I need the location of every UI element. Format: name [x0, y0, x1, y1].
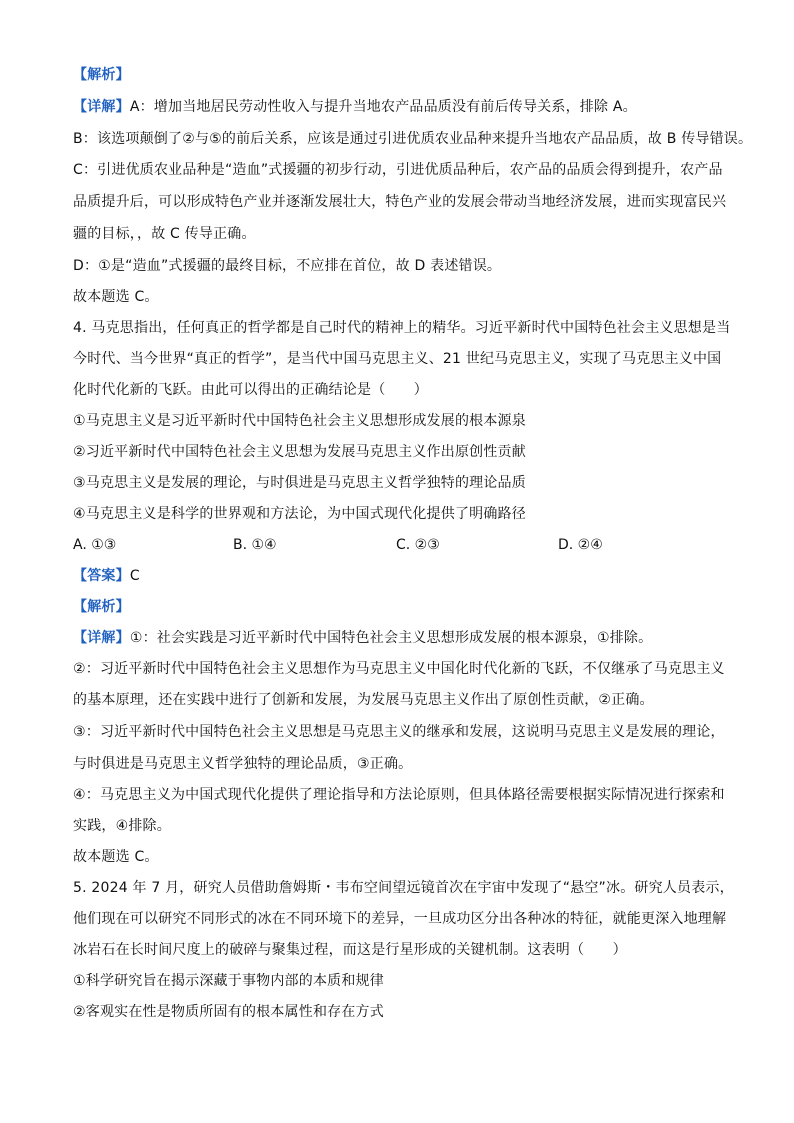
detail-tag: 【详解】	[73, 630, 130, 646]
q4-detail-1: 【详解】①：社会实践是习近平新时代中国特色社会主义思想形成发展的根本源泉，①排除。	[73, 630, 653, 646]
q4-item-1: ①马克思主义是习近平新时代中国特色社会主义思想形成发展的根本源泉	[73, 413, 526, 429]
q5-stem-1: 5. 2024 年 7 月，研究人员借助詹姆斯・韦布空间望远镜首次在宇宙中发现了“悬空”冰。研究人员表示，	[73, 880, 734, 896]
analysis-tag-q4: 【解析】	[73, 599, 130, 615]
analysis-tag-q3: 【解析】	[73, 67, 130, 83]
q4-detail-3a: ③：习近平新时代中国特色社会主义思想是马克思主义的继承和发展，这说明马克思主义是发展的理论，	[73, 724, 725, 740]
q5-item-2: ②客观实在性是物质所固有的根本属性和存在方式	[73, 1004, 384, 1020]
q4-option-c: C. ②③	[396, 537, 440, 553]
q4-stem-2: 今时代、当今世界“真正的哲学”，是当代中国马克思主义、21 世纪马克思主义，实现了马克思主义中国	[73, 351, 722, 367]
q4-item-3: ③马克思主义是发展的理论，与时俱进是马克思主义哲学独特的理论品质	[73, 475, 526, 491]
answer-tag: 【答案】	[73, 568, 130, 584]
answer-value: C	[129, 568, 140, 584]
q4-detail-2a: ②：习近平新时代中国特色社会主义思想作为马克思主义中国化时代化新的飞跃，不仅继承了马克思主义	[73, 661, 725, 677]
q4-stem-1: 4. 马克思指出，任何真正的哲学都是自己时代的精神上的精华。习近平新时代中国特色社会主义思想是当	[73, 320, 731, 336]
q3-line-c1: C：引进优质农业品种是“造血”式援疆的初步行动，引进优质品种后，农产品的品质会得到提升，农产品	[73, 162, 723, 178]
q3-line-c3: 疆的目标，，故 C 传导正确。	[73, 226, 256, 242]
q4-stem-3: 化时代化新的飞跃。由此可以得出的正确结论是（ ）	[73, 382, 428, 398]
q3-conclusion: 故本题选 C。	[73, 289, 159, 305]
q5-stem-3: 冰岩石在长时间尺度上的破碎与聚集过程，而这是行星形成的关键机制。这表明（ ）	[73, 942, 627, 958]
q3-line-d: D：①是“造血”式援疆的最终目标，不应排在首位，故 D 表述错误。	[73, 258, 502, 274]
q4-item-4: ④马克思主义是科学的世界观和方法论，为中国式现代化提供了明确路径	[73, 506, 526, 522]
q3-line-b: B：该选项颠倒了②与⑤的前后关系，应该是通过引进优质农业品种来提升当地农产品品质，故 B 传导错误。	[73, 131, 753, 147]
q4-conclusion: 故本题选 C。	[73, 849, 159, 865]
q5-stem-2: 他们现在可以研究不同形式的冰在不同环境下的差异，一旦成功区分出各种冰的特征，就能更深入地理解	[73, 911, 727, 927]
q4-item-2: ②习近平新时代中国特色社会主义思想为发展马克思主义作出原创性贡献	[73, 444, 526, 460]
detail-tag: 【详解】	[73, 99, 130, 115]
q4-detail-4a: ④：马克思主义为中国式现代化提供了理论指导和方法论原则，但具体路径需要根据实际情况进行探索和	[73, 787, 725, 803]
q3-line-c2: 品质提升后，可以形成特色产业并逐渐发展壮大，特色产业的发展会带动当地经济发展，进而实现富民兴	[73, 194, 727, 210]
q4-option-b: B. ①④	[233, 537, 277, 553]
q4-detail-4b: 实践，④排除。	[73, 818, 171, 834]
q4-answer	[73, 566, 140, 586]
q4-detail-3b: 与时俱进是马克思主义哲学独特的理论品质，③正确。	[73, 756, 413, 772]
q4-option-a: A. ①③	[73, 537, 117, 553]
q3-detail-a: 【详解】A：增加当地居民劳动性收入与提升当地农产品品质没有前后传导关系，排除 A。	[73, 99, 637, 115]
q5-item-1: ①科学研究旨在揭示深藏于事物内部的本质和规律	[73, 973, 384, 989]
q4-detail-2b: 的基本原理，还在实践中进行了创新和发展，为发展马克思主义作出了原创性贡献，②正确。	[73, 692, 654, 708]
q4-option-d: D. ②④	[558, 537, 603, 553]
